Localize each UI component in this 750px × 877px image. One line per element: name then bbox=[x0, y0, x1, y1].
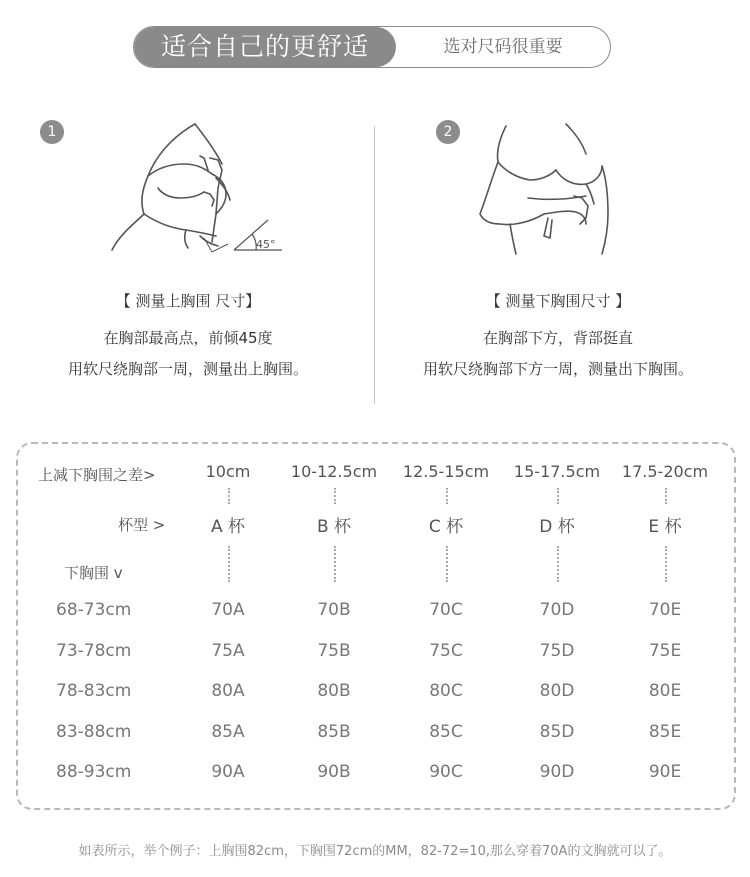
cup-col-5: E 杯 bbox=[648, 517, 682, 537]
diff-label: 上减下胸围之差> bbox=[38, 466, 156, 484]
header-pill bbox=[133, 26, 611, 68]
size-cell: 85E bbox=[648, 722, 682, 742]
size-cell: 70B bbox=[317, 600, 351, 620]
col-3-dots-top bbox=[446, 488, 448, 504]
step-2-caption bbox=[390, 289, 726, 385]
size-cell: 80D bbox=[539, 681, 575, 701]
col-4-dots-bottom bbox=[557, 546, 559, 582]
col-2-dots-top bbox=[334, 488, 336, 504]
size-table bbox=[16, 442, 736, 810]
step-1-number: 1 bbox=[40, 120, 64, 144]
under-bust-label: 下胸围 v bbox=[64, 564, 123, 582]
size-cell: 75A bbox=[211, 641, 245, 661]
step-2-title: 【 测量下胸围尺寸 】 bbox=[485, 292, 631, 310]
size-cell: 90D bbox=[539, 762, 575, 782]
col-5-dots-bottom bbox=[665, 546, 667, 582]
size-cell: 70C bbox=[429, 600, 463, 620]
col-2-dots-bottom bbox=[334, 546, 336, 582]
row-5-range: 88-93cm bbox=[56, 762, 132, 782]
size-cell: 80E bbox=[648, 681, 682, 701]
col-4-dots-top bbox=[557, 488, 559, 504]
cup-col-1: A 杯 bbox=[210, 517, 246, 537]
size-cell: 90B bbox=[317, 762, 351, 782]
size-cell: 90E bbox=[648, 762, 682, 782]
col-5-dots-top bbox=[665, 488, 667, 504]
cup-col-2: B 杯 bbox=[316, 517, 352, 537]
size-cell: 70A bbox=[211, 600, 245, 620]
size-cell: 85C bbox=[429, 722, 463, 742]
col-3-dots-bottom bbox=[446, 546, 448, 582]
step-2-line2: 用软尺绕胸部下方一周，测量出下胸围。 bbox=[422, 360, 693, 378]
cup-label: 杯型 > bbox=[118, 516, 166, 534]
cup-col-3: C 杯 bbox=[428, 517, 464, 537]
size-cell: 70D bbox=[539, 600, 575, 620]
step-1-title: 【 测量上胸围 尺寸】 bbox=[115, 292, 261, 310]
step-2-number: 2 bbox=[436, 120, 460, 144]
step-1-caption bbox=[20, 289, 356, 385]
col-1-dots-bottom bbox=[228, 546, 230, 582]
header-title: 适合自己的更舒适 bbox=[134, 27, 396, 67]
size-cell: 85D bbox=[539, 722, 575, 742]
angle-label: 45° bbox=[256, 238, 276, 251]
diff-col-2: 10-12.5cm bbox=[290, 462, 378, 481]
size-cell: 80C bbox=[429, 681, 463, 701]
example-note: 如表所示，举个例子：上胸围82cm，下胸围72cm的MM，82-72=10,那么穿着70A的文胸就可以了。 bbox=[78, 844, 672, 859]
step-1-line2: 用软尺绕胸部一周，测量出上胸围。 bbox=[67, 360, 308, 378]
diff-col-1: 10cm bbox=[205, 462, 251, 481]
diff-col-3: 12.5-15cm bbox=[402, 462, 490, 481]
under-bust-illustration bbox=[470, 118, 640, 258]
step-2-line1: 在胸部下方，背部挺直 bbox=[482, 329, 633, 347]
diff-col-5: 17.5-20cm bbox=[621, 462, 709, 481]
step-1-line1: 在胸部最高点，前倾45度 bbox=[103, 329, 273, 347]
size-cell: 90A bbox=[211, 762, 245, 782]
size-cell: 85B bbox=[317, 722, 351, 742]
size-cell: 75D bbox=[539, 641, 575, 661]
row-4-range: 83-88cm bbox=[56, 722, 132, 742]
row-2-range: 73-78cm bbox=[56, 641, 132, 661]
size-cell: 80A bbox=[211, 681, 245, 701]
row-3-range: 78-83cm bbox=[56, 681, 132, 701]
size-cell: 75B bbox=[317, 641, 351, 661]
cup-col-4: D 杯 bbox=[539, 517, 575, 537]
size-cell: 85A bbox=[211, 722, 245, 742]
size-cell: 80B bbox=[317, 681, 351, 701]
size-cell: 90C bbox=[429, 762, 463, 782]
header-subtitle: 选对尺码很重要 bbox=[443, 37, 563, 57]
size-cell: 75E bbox=[648, 641, 682, 661]
upper-bust-illustration bbox=[100, 118, 300, 258]
col-1-dots-top bbox=[228, 488, 230, 504]
size-cell: 70E bbox=[648, 600, 682, 620]
steps-divider bbox=[374, 126, 375, 404]
size-cell: 75C bbox=[429, 641, 463, 661]
diff-col-4: 15-17.5cm bbox=[513, 462, 601, 481]
row-1-range: 68-73cm bbox=[56, 600, 132, 620]
